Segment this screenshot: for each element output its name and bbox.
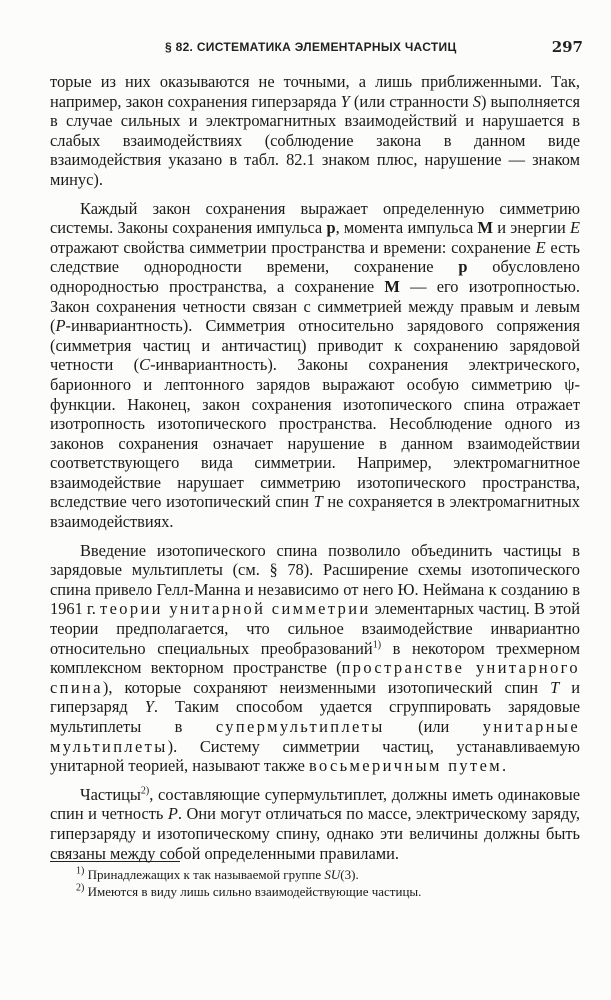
math-symbol: P [167,804,178,824]
paragraph-1 [50,72,580,190]
text-run: и энергии [492,218,570,238]
paragraph-2 [50,199,580,532]
math-symbol: E [535,237,546,257]
text-run: ) выполняется в случае сильных и электромагнитных взаимодействий и нарушается в слабых взаимодействиях (соблюдение закона в данном виде взаимодействия указано в табл. 82.1 знаком плюс, нарушение — знаком минус). [50,91,580,189]
math-symbol: C [139,355,151,375]
page-header [165,36,583,58]
running-head: § 82. СИСТЕМАТИКА ЭЛЕМЕНТАРНЫХ ЧАСТИЦ [165,40,457,54]
page-number: 297 [551,38,583,56]
footnote-text: Имеются в виду лишь сильно взаимодействующие частицы. [84,884,422,899]
text-run: элементарных частиц. В этой теории предполагается, что сильное взаимодействие инвариантно относительно специальных преобразований [50,599,581,658]
footnotes [50,866,580,900]
text-run: . Они могут отличаться по массе, электрическому заряду, гиперзаряду и изотопическому спину, однако эти величины должны быть связаны между собой определенными правилами. [50,804,580,863]
math-symbol: SU [324,867,341,882]
footnote-mark: 1) [76,865,85,877]
math-symbol: p [458,257,468,277]
math-symbol: M [477,218,493,238]
text-run: Каждый закон сохранения выражает определенную симметрию системы. Законы сохранения импульса [50,198,580,238]
footnote-mark: 2) [76,882,85,894]
footnote-text: (3). [340,867,359,882]
text-run: не сохраняется в электромагнитных взаимодействиях. [50,492,580,532]
math-symbol: p [326,218,336,238]
paragraph-4 [50,785,580,863]
text-run: (или [384,717,483,736]
text-run: Частицы [80,784,141,804]
footnote-text: Принадлежащих к так называемой группе [84,867,325,882]
text-run: , момента импульса [335,218,478,238]
text-run: -инвариантность). Законы сохранения электрического, барионного и лептонного зарядов выражают особую симметрию ψ-функции. Наконец, закон сохранения изотопического спина отражает изотропность изотопического пространства. Несоблюдение одного из законов сохранения означает нарушение в данном взаимодействии соответствующего вида симметрии. Например, электромагнитное взаимодействие нарушает симметрию изотопического пространства, вследствие чего изотопический спин [50,355,580,512]
math-symbol: T [550,677,560,697]
text-run: (или странности [349,91,473,111]
body-text [50,72,580,863]
footnote-1 [50,866,580,883]
text-run: . [502,756,507,776]
text-run: обусловлено однородностью пространства, а сохранение [50,257,580,296]
text-run: ), которые сохраняют неизменными изотопический спин [102,677,551,697]
footnote-ref: 2) [140,785,150,797]
text-run: Введение изотопического спина позволило объединить частицы в зарядовые мультиплеты (см. § 78). Расширение схемы изотопического спина привело Гелл-Манна и независимо от него Ю. Неймана к созданию в 1961 г. [50,540,580,619]
text-run: в некотором трехмерном комплексном векторном пространстве ( [50,638,581,678]
math-symbol: Y [340,91,350,111]
text-run: , составляющие супермультиплет, должны иметь одинаковые спин и четность [50,784,580,824]
math-symbol: M [384,276,400,296]
text-run: -инвариантность). Симметрия относительно зарядового сопряжения (симметрия частиц и античастиц) приводит к сохранению зарядовой четности ( [50,316,580,375]
footnote-divider [50,861,180,862]
math-symbol: Y [144,697,154,717]
text-run: отражают свойства симметрии пространства и времени: сохранение [50,237,536,257]
spaced-term: теории унитарной симметрии [100,599,371,619]
footnote-2 [50,883,580,900]
spaced-term: унитарные мультиплеты [50,717,580,756]
math-symbol: S [472,91,481,111]
spaced-term: пространстве унитарного спина [50,658,580,697]
math-symbol: T [313,492,323,512]
text-run: ). Систему симметрии частиц, устанавливаемую унитарной теорией, называют также [50,736,580,776]
spaced-term: восьмеричным путем [308,756,503,776]
text-run: есть следствие однородности времени, сохранение [50,237,581,277]
text-run: торые из них оказываются не точными, а лишь приближенными. Так, например, закон сохранения гиперзаряда [50,72,580,111]
text-run: и гиперзаряд [50,677,581,717]
footnote-ref: 1) [372,639,382,651]
text-run: — его изотропностью. Закон сохранения четности связан с симметрией между правым и левым ( [50,276,580,336]
spaced-term: супермультиплеты [215,717,385,736]
math-symbol: E [570,218,581,238]
paragraph-3 [50,541,580,776]
text-run: . Таким способом удается сгруппировать зарядовые мультиплеты в [50,697,581,736]
math-symbol: P [55,316,66,336]
